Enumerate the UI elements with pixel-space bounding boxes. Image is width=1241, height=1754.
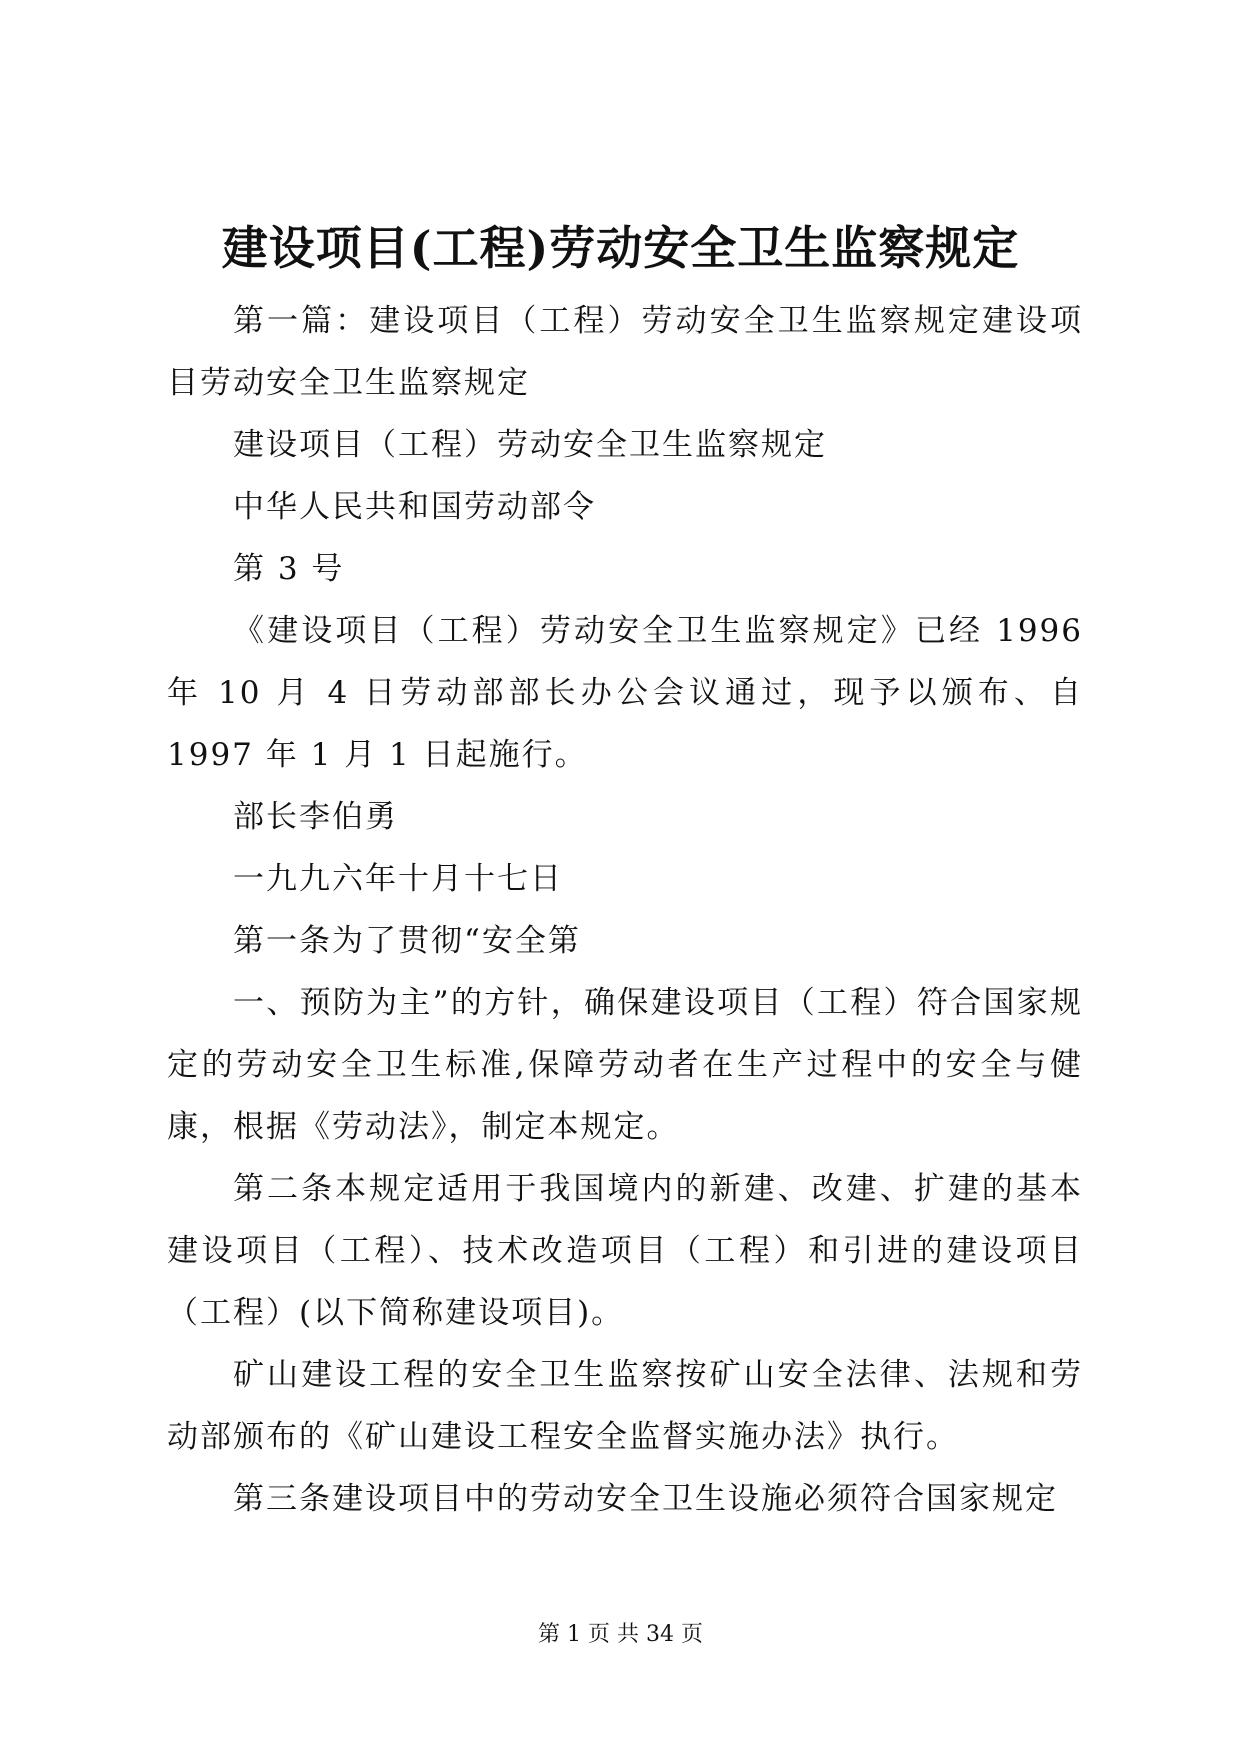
paragraph: 第一条为了贯彻“安全第 <box>233 923 581 959</box>
paragraph: 第 3 号 <box>233 551 345 587</box>
paragraph: 矿山建设工程的安全卫生监察按矿山安全法律、法规和劳动部颁布的《矿山建设工程安全监督实施办法》执行。 <box>167 1357 1083 1455</box>
paragraph: 《建设项目（工程）劳动安全卫生监察规定》已经 1996 年 10 月 4 日劳动部部长办公会议通过，现予以颁布、自 1997 年 1 月 1 日起施行。 <box>167 613 1083 773</box>
page-number: 第 1 页 共 34 页 <box>538 1622 703 1647</box>
document-title: 建设项目(工程)劳动安全卫生监察规定 <box>221 221 1020 275</box>
paragraph: 第一篇：建设项目（工程）劳动安全卫生监察规定建设项目劳动安全卫生监察规定 <box>167 303 1083 401</box>
paragraph: 建设项目（工程）劳动安全卫生监察规定 <box>233 427 827 463</box>
paragraph: 中华人民共和国劳动部令 <box>233 489 596 525</box>
paragraph: 第二条本规定适用于我国境内的新建、改建、扩建的基本建设项目（工程）、技术改造项目（工程）和引进的建设项目（工程）(以下简称建设项目)。 <box>167 1171 1083 1331</box>
document-body <box>167 290 1083 1530</box>
paragraph: 一九九六年十月十七日 <box>233 861 563 897</box>
paragraph: 一、预防为主”的方针，确保建设项目（工程）符合国家规定的劳动安全卫生标准,保障劳动者在生产过程中的安全与健康，根据《劳动法》，制定本规定。 <box>167 985 1083 1145</box>
paragraph: 第三条建设项目中的劳动安全卫生设施必须符合国家规定 <box>233 1481 1058 1517</box>
paragraph: 部长李伯勇 <box>233 799 398 835</box>
